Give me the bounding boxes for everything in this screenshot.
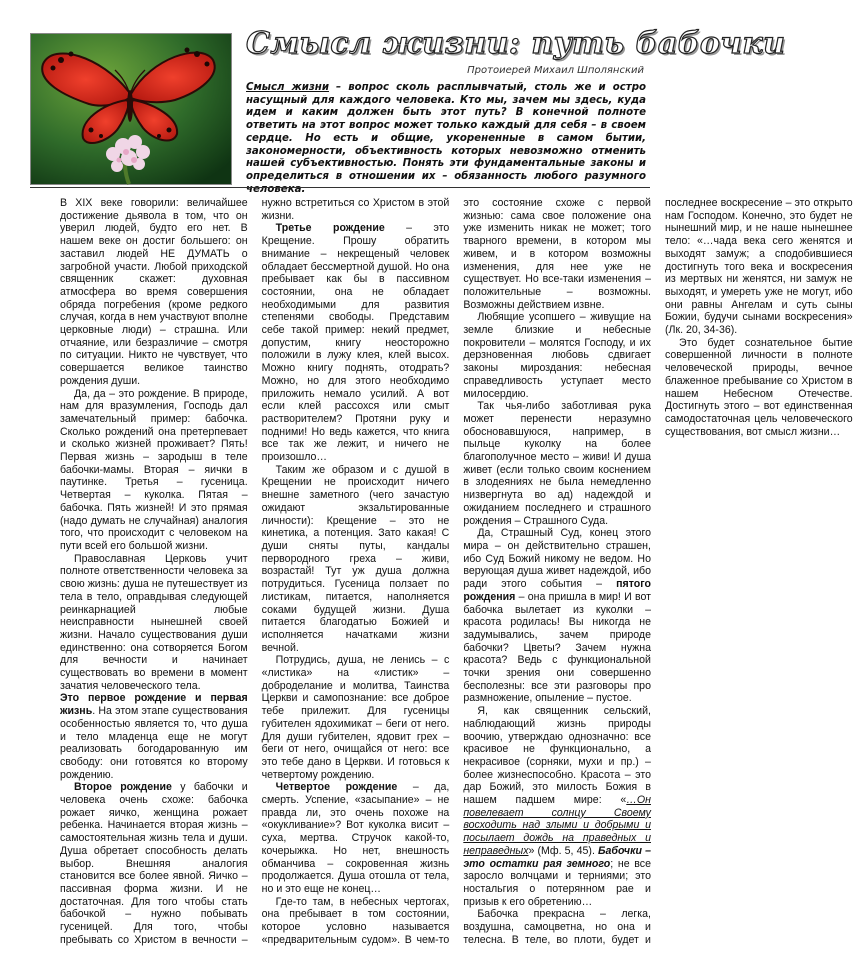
paragraph-text: Я, как священник сельский, наблюдающий жизнь природы воочию, утверждаю однозначно: все красивое не функционально, а некрасивое (сорняки, мухи и пр.) – более жизнеспособно. Красота – это дар Божий, это милость Божия в нашем падшем мире: « bbox=[463, 705, 651, 807]
paragraph-text: у бабочки и человека очень схоже: бабочка рожает яичко, женщина рожает ребенка. Начинается вторая жизнь – самостоятельная жизнь тела и души. Душа обретает способность делать выбор. Внешняя аналогия становится все более явной. Яичко – пассивная форма жизни. И не достаточная. Для того чтобы стать бабочкой – нужно побывать гусеницей. Для того, чтобы пребывать со Христом в вечности – нужно встретиться со Христом в этой жизни. bbox=[60, 197, 450, 946]
paragraph-text: – это Крещение. Прошу обратить внимание – некрещеный человек обладает бессмертной душой. Но она пребывает как бы в пассивном состоянии, она не обладает необходимыми для развития степенями свободы. Представим себе такой пример: некий предмет, допустим, книгу неосторожно положили в лужу клея, клей высох. Можно книгу поднять, отодрать? Можно, но для этого необходимо приложить немало усилий. А вот если клей рассохся или смыт растворителем? Протяни руку и подними! Но ведь кажется, что книга все так же лежит, и ничего не произошло… bbox=[261, 222, 450, 464]
paragraph: Это будет сознательное бытие совершенной личности в полноте человеческой природы, вечное блаженное пребывание со Христом в нашем Небесном Отечестве. Достигнуть этого – вот единственная самодостаточная цель человеческого существования, вот смысл жизни… bbox=[664, 336, 853, 438]
paragraph: Где-то там, в небесных чертогах, она пребывает в том состоянии, которое условно называется «предварительным судом». В чем-то это состояние схоже с первой жизнью: сама свое положение она уже изменить никак не может; того тварного времени, в котором мы живем, и в котором возможны изменения, для нее уже не существует. Но все-таки изменения – положительные – возможны. Возможны действием извне. bbox=[261, 197, 651, 946]
paragraph-text: Да, Страшный Суд, конец этого мира – он действительно страшен, ибо Суд Божий никому не ведом. Но верующая душа живет надеждой, ибо ради этого события – bbox=[463, 527, 651, 591]
section-heading: Это первое рождение и первая жизнь bbox=[60, 692, 248, 718]
butterfly-photo bbox=[30, 33, 232, 185]
red-butterfly-on-flower-icon bbox=[31, 34, 231, 184]
paragraph: Бабочка прекрасна – легка, воздушна, самоцветна, но она и телесна. В теле, во плоти, будет и последнее воскресение – это открыто нам Господом. Конечно, это будет не нынешний мир, и не наше нынешнее тело: «…чада века сего женятся и выходят замуж; а сподобившиеся достигнуть того века и воскресения из мертвых ни женятся, ни замуж не выходят, и умереть уже не могут, ибо они равны Ангелам и суть сыны Божии, будучи сынами воскресения» (Лк. 20, 34-36). bbox=[463, 197, 853, 946]
paragraph: В XIX веке говорили: величайшее достижение дьявола в том, что он уверил людей, будто его нет. В нашем веке он достиг большего: он заставил людей НЕ ДУМАТЬ о загробной участи. Любой приходской священник скажет: духовная атмосфера во время совершения обряда погребения (кроме редкого случая, когда в нем участвуют вполне церковные люди) – страшна. Или отчаяние, или безразличие – смотря по ситуации. Никто не чувствует, что совершается великое таинство рождения души. bbox=[60, 197, 248, 387]
paragraph: Православная Церковь учит полноте ответственности человека за свою жизнь: душа не путешествует из тела в тело, оправдывая следующей реинкарнацией любые неисправности нынешней своей жизни. Начало существования души единственно: она сотворяется Богом для вечности и начинает существовать во времени в момент зачатия человеческого тела. bbox=[60, 552, 248, 692]
paragraph-text: ; не все заросло волчцами и терниями; это ностальгия о потерянном рае и призыв к его обретению… bbox=[463, 857, 651, 908]
paragraph bbox=[262, 222, 450, 463]
paragraph: Любящие усопшего – живущие на земле близкие и небесные покровители – молятся Господу, и их дерзновенная любовь сдвигает законы мироздания: небесная справедливость уступает место милосердию. bbox=[463, 311, 651, 400]
paragraph: Так чья-либо заботливая рука может перенести неразумно обосновавшуюся, например, в пыльце куколку на более благополучное место – живи! И душа живет (если только своим коснением в злодеяниях не была немедленно низвергнута во ад) надеждой и ожиданием последнего и страшного рождения – Страшного Суда. bbox=[463, 400, 651, 527]
article-lead bbox=[246, 82, 646, 196]
highlight-phrase: Бабочки – это остатки рая земного bbox=[463, 844, 651, 870]
article-author: Протоиерей Михаил Шполянский bbox=[467, 65, 644, 76]
section-heading: Третье рождение bbox=[275, 222, 385, 235]
section-heading: Второе рождение bbox=[74, 781, 172, 794]
paragraph-text: . На этом этапе существования особенностью является то, что душа и тело младенца еще не могут реализовать богодарованную им свободу: они готовятся ко второму рождению. bbox=[60, 705, 248, 781]
paragraph: Потрудись, душа, не ленись – с «листика» на «листик» – доброделание и молитва, Таинства Церкви и самопознание: все доброе тебе прилежит. Для гусеницы губителен ядохимикат – беги от него. Для души губителен, ядовит грех – беги от него, очищайся от него: все это тебе дано в Церкви. И готовься к четвертому рождению. bbox=[261, 654, 450, 781]
paragraph bbox=[60, 692, 248, 781]
paragraph bbox=[463, 705, 651, 908]
section-heading: пятого рождения bbox=[463, 578, 651, 603]
paragraph-text: – да, смерть. Успение, «засыпание» – не правда ли, это очень похоже на «окукливание»? Вот куколка висит – суха, мертва. Стручок какой-то, кочерыжка. Но нет, внешность обманчива – сокровенная жизнь продолжается. Душа отошла от тела, но и это еще не конец… bbox=[261, 781, 450, 895]
article-title: Смысл жизни: путь бабочки bbox=[246, 26, 786, 61]
paragraph: Да, да – это рождение. В природе, нам для вразумления, Господь дал замечательный пример: бабочка. Сколько рождений она претерпевает и сколько жизней проживает? Пять! Первая жизнь – зародыш в теле бабочки-мамы. Вторая – яички в паутинке. Третья – гусеница. Четвертая – куколка. Пятая – бабочка. Пять жизней! И это прямая (надо думать не случайная) аналогия того, что происходит с человеком на пути всей его большой жизни. bbox=[60, 387, 248, 552]
paragraph bbox=[463, 527, 651, 705]
paragraph bbox=[262, 781, 450, 895]
scripture-quote: …Он повелевает солнцу Своему восходить над злыми и добрыми и посылает дождь на праведных и неправедных bbox=[463, 794, 651, 857]
header-divider bbox=[30, 187, 650, 188]
lead-keyword: Смысл жизни bbox=[246, 82, 329, 93]
lead-text: – вопрос сколь расплывчатый, столь же и остро насущный для каждого человека. Кто мы, зачем мы здесь, куда идем и каким должен быть этот путь? В конечной полноте ответить на этот вопрос может только каждый для себя – в своем сердце. Но есть и общие, укорененные в самом бытии, закономерности, объективность которых невозможно отменить нашей субъективностью. Понять эти фундаментальные законы и определиться в отношении их – обязанность любого разумного человека. bbox=[246, 82, 646, 195]
article-body bbox=[60, 197, 853, 949]
scripture-reference: » (Мф. 5, 45). bbox=[528, 844, 599, 857]
section-heading: Четвертое рождение bbox=[275, 781, 398, 794]
paragraph-text: – она пришла в мир! И вот бабочка вылетает из куколки – красота родилась! Вы никогда не задумывались, зачем природе бабочки? Цветы? Зачем нужна красота? Ведь с функциональной точки зрения они совершенно бесполезны: все эти разговоры про размножение, опыление – пустое. bbox=[463, 590, 651, 705]
paragraph: Таким же образом и с душой в Крещении не происходит ничего внешне заметного (чего зачастую ожидают экзальтированные личности): Крещение – это не кинетика, а потенция. Зато какая! С души сняты путы, кандалы первородного греха – живи, возрастай! Тут уж душа должна потрудиться. Гусеница ползает по листикам, питается, наполняется соками будущей жизни. Душа питается благодатью Божией и исполняется начатками жизни вечной. bbox=[261, 463, 450, 654]
